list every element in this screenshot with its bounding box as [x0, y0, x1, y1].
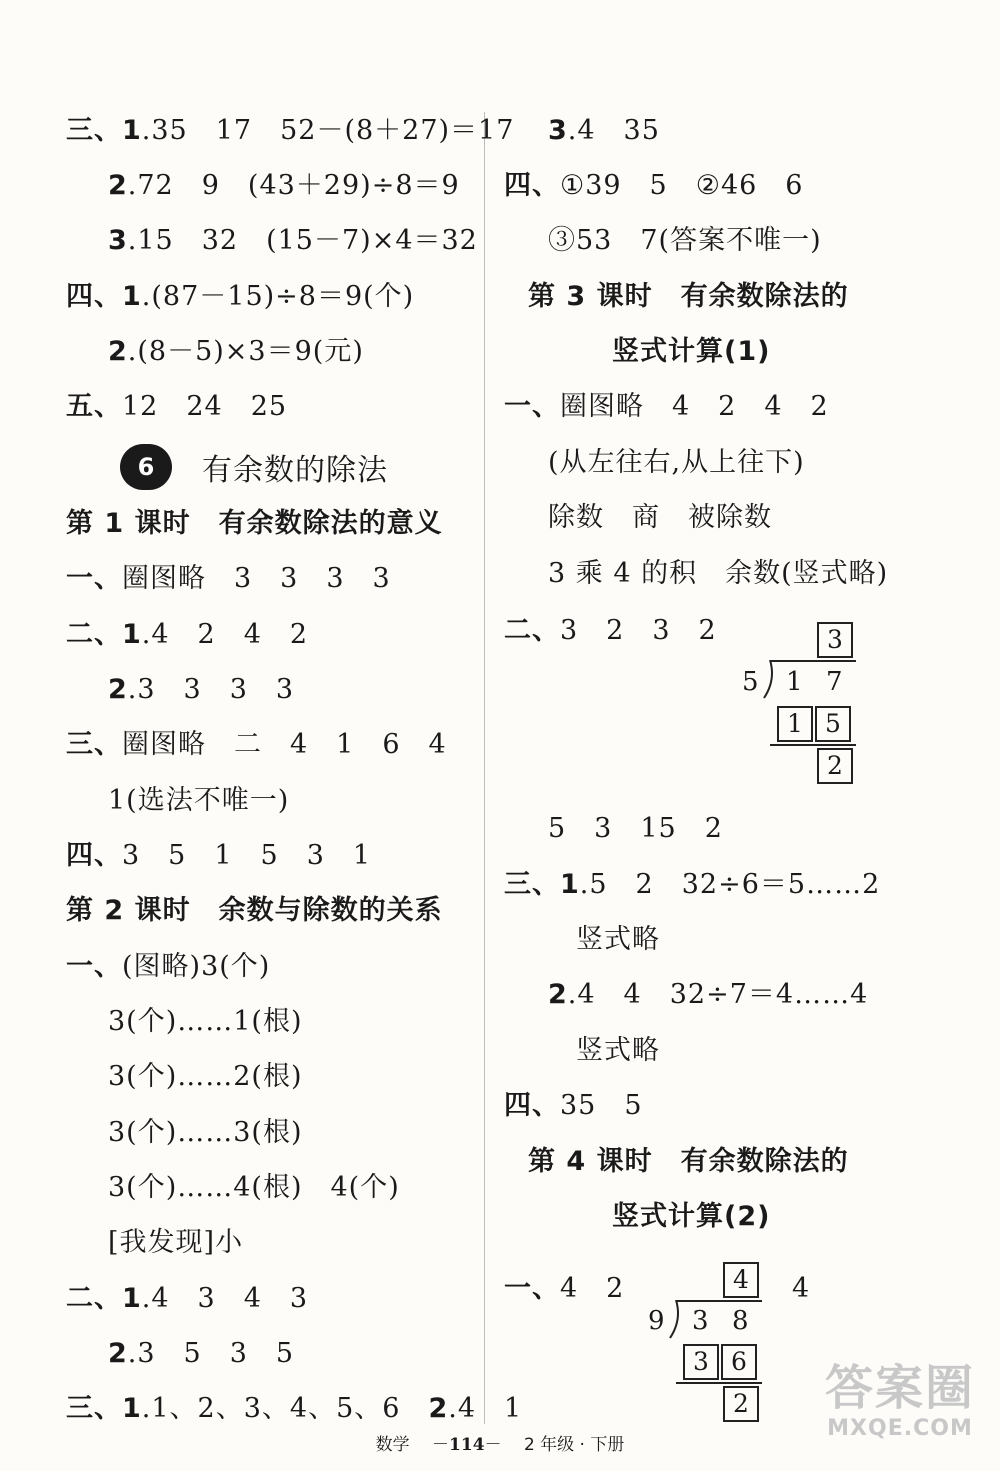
answer-line: 二、1.4 3 4 3 [66, 1283, 309, 1314]
lesson-heading: 第 3 课时 有余数除法的 [528, 281, 849, 312]
lesson-heading: 竖式计算(2) [612, 1201, 771, 1232]
answer-line: 3(个)……2(根) [108, 1061, 303, 1092]
lesson-heading: 第 2 课时 余数与除数的关系 [66, 895, 443, 926]
subtraction-line [676, 1382, 762, 1384]
answer-line: 1(选法不唯一) [108, 785, 290, 816]
answer-line: 三、圈图略 二 4 1 6 4 [66, 729, 447, 760]
product-box: 1 [777, 706, 813, 742]
answer-line: ③53 7(答案不唯一) [548, 225, 822, 256]
lesson-heading: 竖式计算(1) [612, 336, 771, 367]
remainder-box: 2 [817, 748, 853, 784]
answer-line: 2.4 4 32÷7＝4……4 [548, 979, 869, 1010]
chapter-heading [120, 444, 388, 490]
division-bar [676, 1300, 762, 1302]
answer-line: 四、1.(87－15)÷8＝9(个) [66, 281, 415, 312]
subtraction-line [770, 744, 856, 746]
answer-line: 3.15 32 (15－7)×4＝32 [108, 225, 478, 256]
answer-line: 一、圈图略 4 2 4 2 [504, 391, 829, 422]
answer-line: [我发现]小 [108, 1227, 244, 1258]
division-bracket [762, 660, 776, 700]
answer-line: 除数 商 被除数 [548, 502, 772, 533]
answer-line: 2.3 3 3 3 [108, 674, 295, 705]
answer-line: 3(个)……1(根) [108, 1006, 303, 1037]
answer-line: 二、3 2 3 2 [504, 615, 717, 646]
answer-line: 四、35 5 [504, 1090, 643, 1121]
answer-line: 2.72 9 (43＋29)÷8＝9 [108, 170, 460, 201]
dividend-digit: 1 [786, 667, 803, 697]
answer-line: (从左往右,从上往下) [548, 447, 805, 478]
lesson-heading: 第 1 课时 有余数除法的意义 [66, 508, 443, 539]
answer-line: 4 [792, 1273, 811, 1304]
page-footer: 数学 －114－ 2 年级 · 下册 [375, 1435, 625, 1455]
answer-line: 3.4 35 [548, 115, 660, 146]
answer-line: 3(个)……3(根) [108, 1117, 303, 1148]
answer-line: 二、1.4 2 4 2 [66, 619, 309, 650]
division-bar [770, 660, 856, 662]
answer-line: 一、4 2 [504, 1273, 625, 1304]
divisor-digit: 9 [648, 1306, 665, 1336]
lesson-heading: 第 4 课时 有余数除法的 [528, 1146, 849, 1177]
answer-line: 三、1.5 2 32÷6＝5……2 [504, 869, 881, 900]
answer-line: 3 乘 4 的积 余数(竖式略) [548, 558, 889, 589]
product-box: 6 [721, 1344, 757, 1380]
answer-line: 三、1.1、2、3、4、5、6 2.4 1 [66, 1393, 523, 1424]
answer-line: 一、(图略)3(个) [66, 951, 271, 982]
quotient-box: 4 [723, 1262, 759, 1298]
answer-line: 一、圈图略 3 3 3 3 [66, 563, 391, 594]
product-box: 3 [683, 1344, 719, 1380]
answer-line: 竖式略 [576, 924, 660, 955]
answer-line: 四、①39 5 ②46 6 [504, 170, 804, 201]
divisor-digit: 5 [742, 667, 759, 697]
dividend-digit: 7 [826, 667, 843, 697]
answer-line: 2.3 5 3 5 [108, 1338, 295, 1369]
column-divider [484, 112, 485, 1424]
answer-line: 四、3 5 1 5 3 1 [66, 840, 372, 871]
answer-line: 5 3 15 2 [548, 813, 723, 844]
footer-subject: 数学 [375, 1435, 410, 1455]
answer-line: 3(个)……4(根) 4(个) [108, 1172, 400, 1203]
answer-line: 竖式略 [576, 1035, 660, 1066]
remainder-box: 2 [723, 1386, 759, 1422]
answer-line: 三、1.35 17 52－(8＋27)＝17 [66, 115, 515, 146]
footer-grade: 2 年级 · 下册 [523, 1435, 625, 1455]
chapter-title: 有余数的除法 [202, 453, 388, 488]
dividend-digit: 3 [692, 1306, 709, 1336]
page-number: 114 [449, 1435, 485, 1455]
dividend-digit: 8 [732, 1306, 749, 1336]
division-bracket [668, 1300, 682, 1340]
watermark-logo: 答案圈 MXQE.COM [824, 1360, 975, 1441]
answer-line: 五、12 24 25 [66, 391, 288, 422]
answer-line: 2.(8－5)×3＝9(元) [108, 336, 364, 367]
chapter-number-badge: 6 [120, 444, 172, 490]
quotient-box: 3 [817, 622, 853, 658]
product-box: 5 [815, 706, 851, 742]
